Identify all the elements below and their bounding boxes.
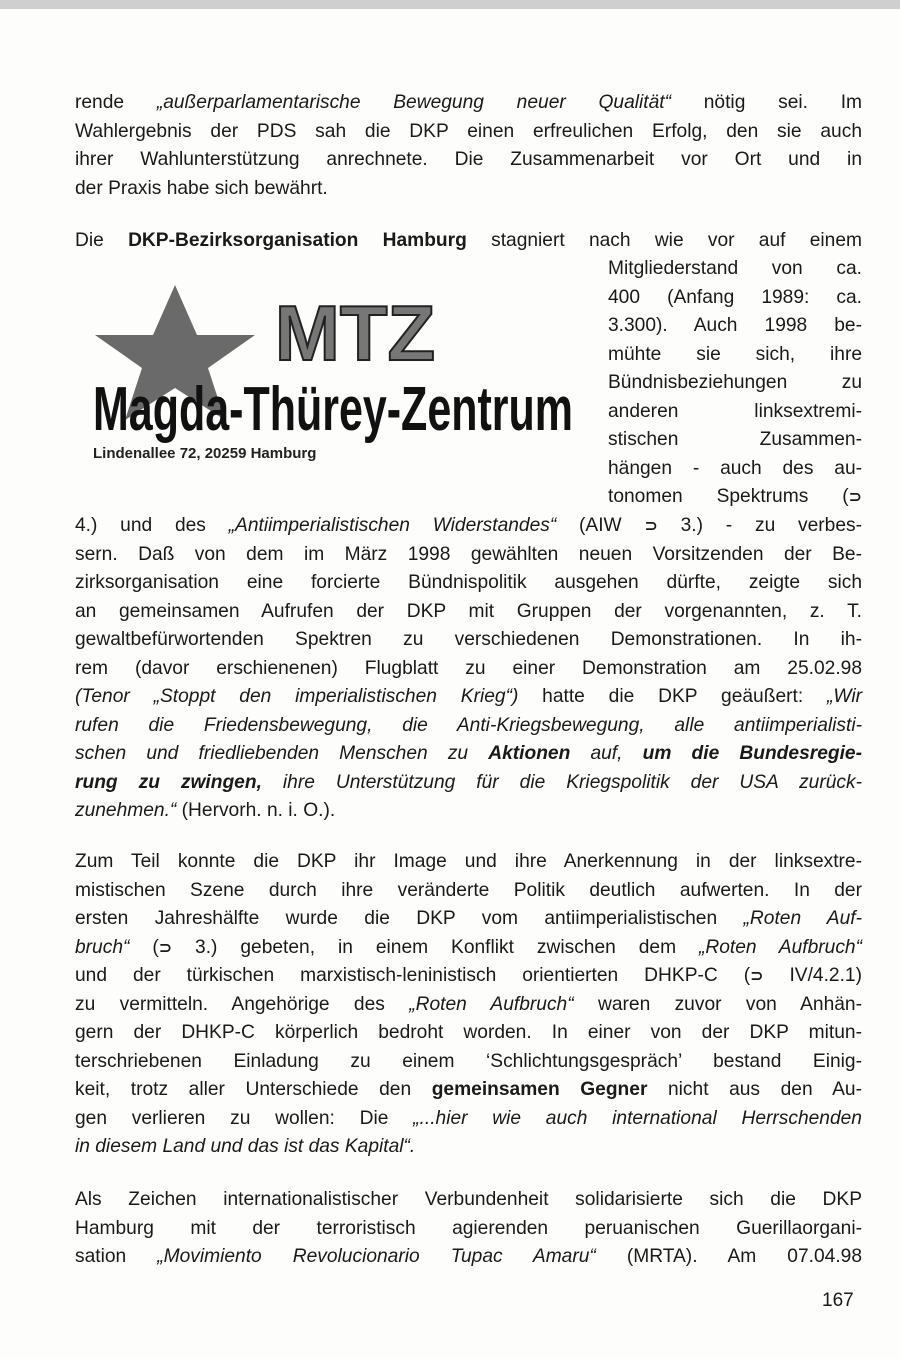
paragraph-3: Zum Teil konnte die DKP ihr Image und ihre Anerkennung in der linksextre- mistischen Szene durch ihre veränderte Politik deutlich aufwerten. In der ersten Jahreshälfte wurde die DKP vom antiimperialistischen „Roten Auf- bruch“ (⊃ 3.) gebeten, in einem Konflikt zwischen dem „Roten Aufbruch“ und der türkischen marxistisch-leninistisch orientierten DHKP-C (⊃ IV/4.2.1) zu vermitteln. Angehörige des „Roten Aufbruch“ waren zuvor von Anhän- gern der DHKP-C körperlich bedroht worden. In einer von der DKP mitun- terschriebenen Einladung zu einem ‘Schlichtungsgespräch’ bestand Einig- keit, trotz aller Unterschiede den gemeinsamen Gegner nicht aus den Au- gen verlieren zu wollen: Die „...hier wie auch international Herrschenden in diesem Land und das ist das Kapital“.: [75, 851, 863, 1157]
paragraph-4: Als Zeichen internationalistischer Verbundenheit solidarisierte sich die DKP Hamburg mit der terroristisch agierenden peruanischen Guerillaorgani- sation „Movimiento Revolucionario Tupac Amaru“ (MRTA). Am 07.04.98: [75, 1189, 862, 1267]
paragraph-2-first-line: Die DKP-Bezirksorganisation Hamburg stagniert nach wie vor auf einem: [75, 230, 862, 251]
mtz-logo: [85, 280, 585, 480]
page-number: 167: [822, 1290, 854, 1311]
logo-address: Lindenallee 72, 20259 Hamburg: [93, 445, 317, 462]
reference-arrow-icon: ⊃: [750, 966, 764, 985]
paragraph-2-narrow-column: Mitgliederstand von ca. 400 (Anfang 1989: ca. 3.300). Auch 1998 be- mühte sie sich, ihre Bündnisbeziehungen zu anderen linksextremi- stischen Zusammen- hängen - auch des au- tonomen Spektrums (⊃: [608, 258, 862, 507]
reference-arrow-icon: ⊃: [158, 937, 173, 957]
logo-mtz: MTZ: [274, 289, 436, 377]
paragraph-1: rende „außerparlamentarische Bewegung neuer Qualität“ nötig sei. Im Wahlergebnis der PDS sah die DKP einen erfreulichen Erfolg, den sie auch ihrer Wahlunterstützung anrechnete. Die Zusammenarbeit vor Ort und in der Praxis habe sich bewährt.: [75, 92, 863, 199]
logo-name: Magda-Thüreу-Zentrum: [93, 375, 573, 444]
reference-arrow-icon: ⊃: [644, 516, 658, 535]
reference-arrow-icon: ⊃: [848, 487, 862, 506]
paragraph-2-continued: 4.) und des „Antiimperialistischen Widerstandes“ (AIW ⊃ 3.) - zu verbes- sern. Daß von dem im März 1998 gewählten neuen Vorsitzenden der Be- zirksorganisation eine forcierte Bündnispolitik ausgehen dürfte, zeigte sich an gemeinsamen Aufrufen der DKP mit Gruppen der vorgenannten, z. T. gewaltbefürwortenden Spektren zu verschiedenen Demonstrationen. In ih- rem (davor erschienenen) Flugblatt zu einer Demonstration am 25.02.98 (Tenor „Stoppt den imperialistischen Krieg“) hatte die DKP geäußert: „Wir rufen die Friedensbewegung, die Anti-Kriegsbewegung, alle antiimperialisti- schen und friedliebenden Menschen zu Aktionen auf, um die Bundesregie- rung zu zwingen, ihre Unterstützung für die Kriegspolitik der USA zurück- zunehmen.“ (Hervorh. n. i. O.).: [75, 515, 862, 821]
top-rule: [0, 0, 900, 9]
